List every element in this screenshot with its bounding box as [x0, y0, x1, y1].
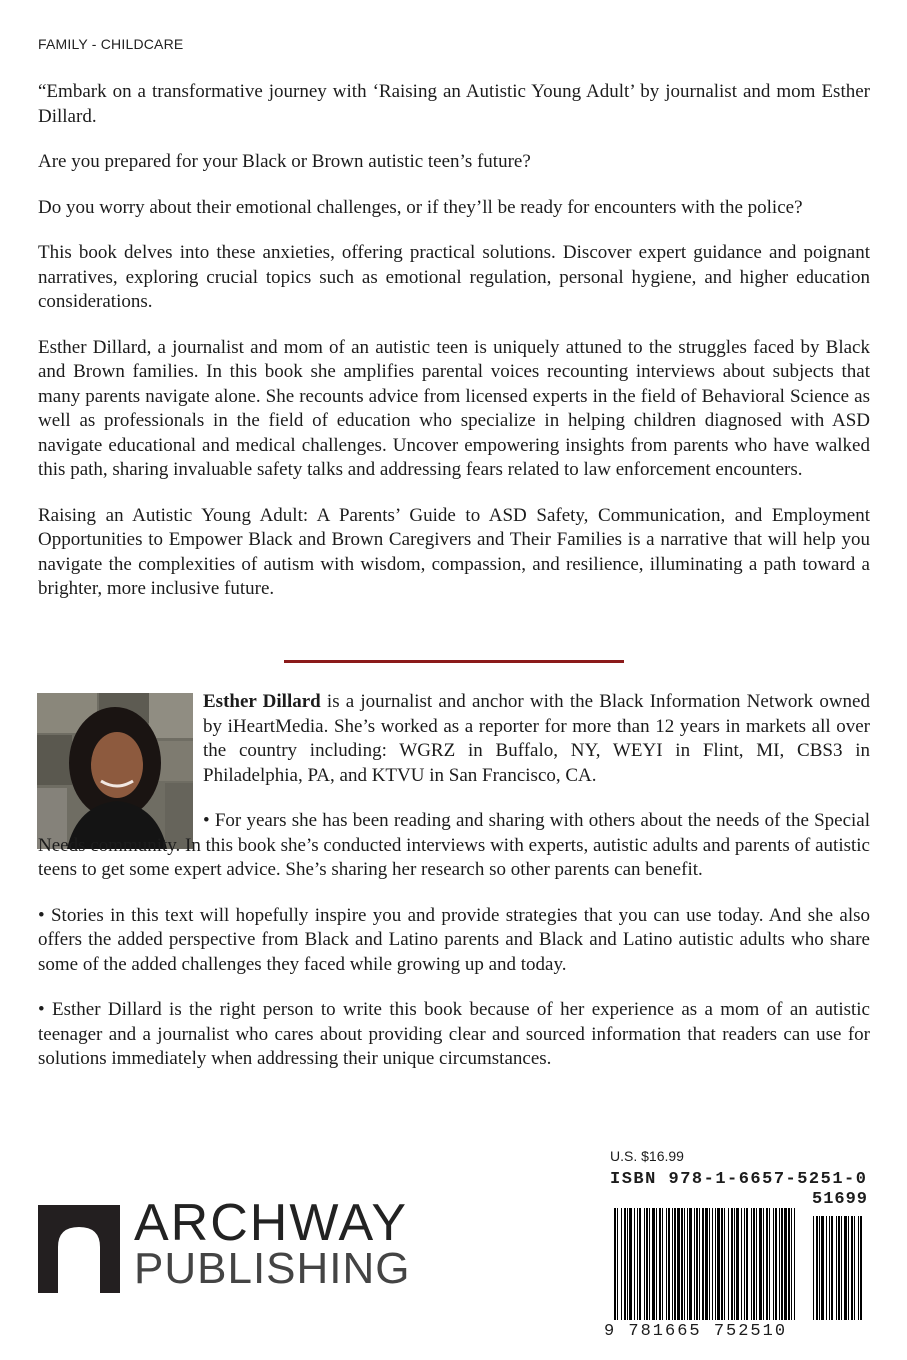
barcode-bar: [766, 1208, 768, 1320]
blurb-paragraph: This book delves into these anxieties, offering practical solutions. Discover expert guidance and poignant narratives, exploring crucial topics such as emotional regulation, personal hygiene, and higher education considerations.: [38, 242, 870, 312]
category-label: FAMILY - CHILDCARE: [38, 36, 184, 52]
barcode-bar: [784, 1208, 787, 1320]
barcode-bar: [724, 1208, 725, 1320]
addon-bar: [813, 1216, 814, 1320]
barcode-bar: [759, 1208, 762, 1320]
barcode-bar: [644, 1208, 645, 1320]
price-label: U.S. $16.99: [610, 1148, 684, 1164]
barcode-bar: [662, 1208, 663, 1320]
addon-bar: [819, 1216, 820, 1320]
addon-code: 51699: [812, 1190, 869, 1209]
barcode-bar: [699, 1208, 700, 1320]
barcode-bar: [715, 1208, 716, 1320]
addon-bar: [831, 1216, 833, 1320]
addon-bar: [851, 1216, 853, 1320]
bio-bullet: • Esther Dillard is the right person to write this book because of her experience as a mom of an autistic teenager and a journalist who cares about providing clear and sourced information that readers can use for solutions immediately when addressing their unique circumstances.: [38, 999, 870, 1069]
barcode-bar: [702, 1208, 704, 1320]
blurb-paragraph: Raising an Autistic Young Adult: A Parents’ Guide to ASD Safety, Communication, and Employment Opportunities to Empower Black and Brown Caregivers and Their Families is a narrative that will help you navigate the complexities of autism with wisdom, compassion, and resilience, illuminating a path toward a brighter, more inclusive future.: [38, 504, 870, 599]
barcode-bar: [736, 1208, 739, 1320]
barcode-bar: [781, 1208, 783, 1320]
addon-bar: [844, 1216, 847, 1320]
barcode-bar: [614, 1208, 616, 1320]
barcode-bar: [624, 1208, 626, 1320]
blurb-paragraph: Esther Dillard, a journalist and mom of an autistic teen is uniquely attuned to the struggles faced by Black and Brown families. In this book she amplifies parental voices recounting interviews about subjects that many parents navigate alone. She recounts advice from licensed experts in the field of Behavioral Science as well as professionals in the field of education who specialize in helping children diagnosed with ASD navigate educational and medical challenges. Uncover empowering insights from parents who have walked this path, sharing invaluable safety talks and addressing fears related to law enforcement encounters.: [38, 336, 870, 480]
barcode-image: [600, 1208, 880, 1324]
barcode-bar: [696, 1208, 698, 1320]
barcode-bar: [709, 1208, 710, 1320]
addon-bar: [841, 1216, 842, 1320]
blurb-paragraph: Do you worry about their emotional challenges, or if they’ll be ready for encounters with the police?: [38, 196, 803, 218]
barcode-bar: [721, 1208, 723, 1320]
barcode-bar: [649, 1208, 650, 1320]
barcode-bar: [705, 1208, 708, 1320]
barcode-bar: [668, 1208, 670, 1320]
archway-arch-icon: [38, 1205, 120, 1293]
barcode-bar: [744, 1208, 745, 1320]
author-name: Esther Dillard: [203, 691, 321, 712]
barcode-bar: [756, 1208, 757, 1320]
bio-bullet: • For years she has been reading and sharing with others about the needs of the Special Needs community. In this book she’s conducted interviews with experts, autistic adults and parents of autistic teens to get some expert advice. She’s sharing her research so other parents can benefit.: [38, 810, 870, 880]
barcode-bar: [775, 1208, 777, 1320]
barcode-bar: [687, 1208, 688, 1320]
barcode-bar: [684, 1208, 685, 1320]
barcode-bar: [621, 1208, 622, 1320]
publisher-logo: [38, 1194, 438, 1293]
author-intro-text: is a journalist and anchor with the Black Information Network owned by iHeartMedia. She’s worked as a reporter for more than 12 years in markets all over the country including: WGRZ in Buffalo, NY, WEYI in Flint, MI, CBS3 in Philadelphia, PA, and KTVU in San Francisco, CA.: [203, 691, 870, 786]
addon-bar: [829, 1216, 830, 1320]
addon-bar: [860, 1216, 862, 1320]
blurb-paragraph: Are you prepared for your Black or Brown autistic teen’s future?: [38, 151, 531, 172]
addon-bar: [858, 1216, 859, 1320]
barcode-bar: [753, 1208, 755, 1320]
barcode-bar: [639, 1208, 641, 1320]
barcode-bar: [627, 1208, 628, 1320]
addon-bar: [826, 1216, 827, 1320]
blurb-paragraph: “Embark on a transformative journey with ‘Raising an Autistic Young Adult’ by journalist and mom Esther Dillard.: [38, 81, 870, 127]
barcode-bar: [694, 1208, 695, 1320]
barcode-bar: [773, 1208, 774, 1320]
barcode-bar: [629, 1208, 632, 1320]
publisher-name-line2: PUBLISHING: [134, 1244, 411, 1293]
barcode-bar: [646, 1208, 648, 1320]
barcode-bar: [769, 1208, 770, 1320]
addon-bar: [838, 1216, 840, 1320]
addon-bar: [816, 1216, 818, 1320]
barcode-bar: [746, 1208, 748, 1320]
barcode-bar: [731, 1208, 733, 1320]
barcode-bar: [681, 1208, 683, 1320]
barcode-bar: [763, 1208, 764, 1320]
barcode-bar: [659, 1208, 661, 1320]
ean-digits: 9 781665 752510: [604, 1322, 788, 1341]
barcode-bar: [779, 1208, 780, 1320]
barcode-bar: [717, 1208, 720, 1320]
barcode-bar: [672, 1208, 673, 1320]
barcode-bar: [788, 1208, 790, 1320]
barcode-bar: [741, 1208, 742, 1320]
barcode-bar: [794, 1208, 795, 1320]
barcode-bar: [674, 1208, 676, 1320]
section-divider: [284, 660, 624, 663]
barcode-bar: [656, 1208, 657, 1320]
book-blurb: [38, 80, 870, 623]
addon-bar: [836, 1216, 837, 1320]
barcode-bar: [689, 1208, 692, 1320]
addon-bar: [854, 1216, 855, 1320]
barcode-bar: [734, 1208, 735, 1320]
addon-bar: [821, 1216, 824, 1320]
barcode-bar: [677, 1208, 680, 1320]
barcode-bar: [791, 1208, 792, 1320]
barcode-bar: [617, 1208, 618, 1320]
barcode-bar: [652, 1208, 655, 1320]
barcode-bar: [634, 1208, 635, 1320]
barcode-bar: [728, 1208, 729, 1320]
barcode-bar: [666, 1208, 667, 1320]
bio-bullet: • Stories in this text will hopefully inspire you and provide strategies that you can use today. And she also offers the added perspective from Black and Latino parents and Black and Latino autistic adults who share some of the added challenges they faced while growing up and today.: [38, 904, 870, 975]
barcode-bar: [637, 1208, 638, 1320]
publisher-name-line1: ARCHWAY: [134, 1194, 408, 1252]
barcode-bar: [712, 1208, 713, 1320]
isbn-label: ISBN 978-1-6657-5251-0: [610, 1170, 868, 1189]
author-intro: [203, 690, 870, 788]
addon-bar: [848, 1216, 849, 1320]
barcode-bar: [751, 1208, 752, 1320]
barcode-panel: [600, 1144, 880, 1349]
author-bio: [38, 690, 870, 1093]
